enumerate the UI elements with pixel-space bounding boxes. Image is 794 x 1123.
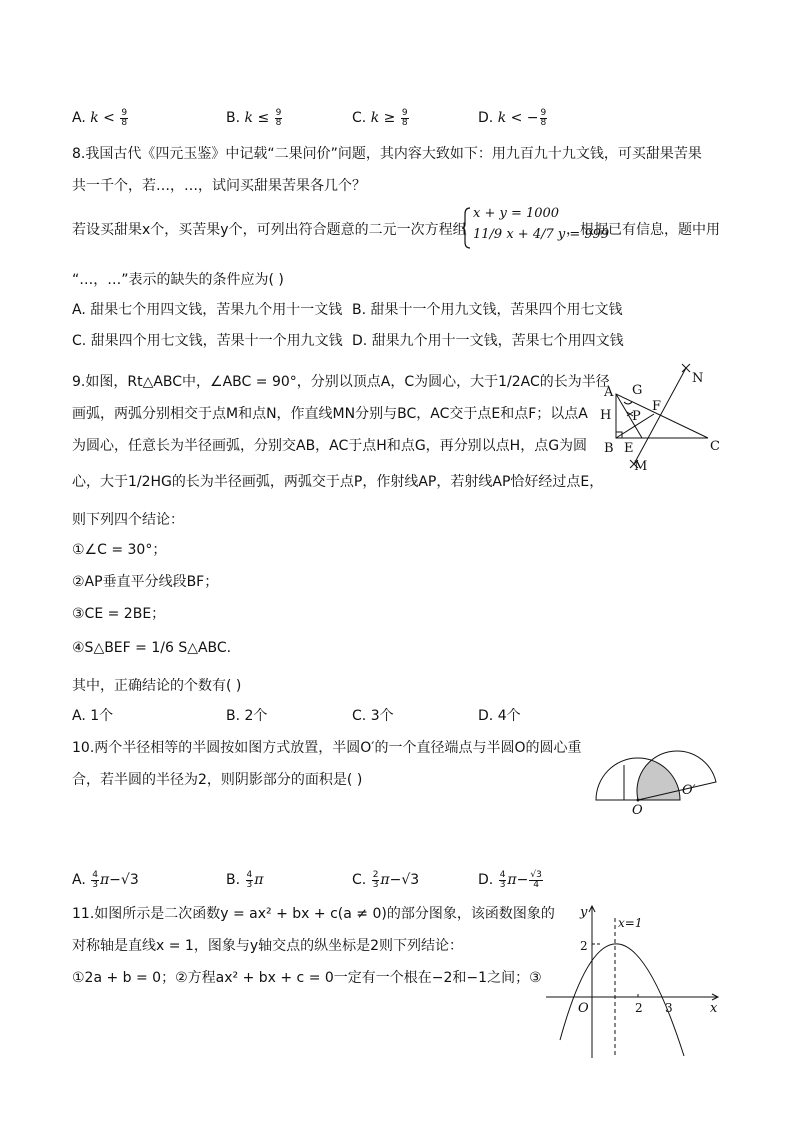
q8-system-brace [462, 206, 472, 250]
q10-option-d: D. $\frac{4}{3}$ π− $\frac{√3}{4}$ [478, 869, 542, 890]
q8-option-a: A. 甜果七个用四文钱，苦果九个用十一文钱 [72, 302, 343, 318]
q8-line-1: 8.我国古代《四元玉鉴》中记载“二果问价”问题，其内容大致如下：用九百九十九文钱，可买甜果苦果 [72, 146, 702, 162]
q11-line-2: 对称轴是直线x = 1，图象与y轴交点的纵坐标是2则下列结论： [72, 938, 464, 954]
q7-option-c: C. k ≥ $\frac{9}{8}$ [352, 107, 408, 128]
q9-label-h: H [600, 408, 612, 423]
q11-label-o: O [578, 1001, 589, 1016]
q9-question: 其中，正确结论的个数有( ) [72, 678, 242, 694]
q9-triangle [616, 394, 708, 438]
q11-label-x: x [710, 1001, 718, 1016]
q9-triangle-figure [596, 362, 736, 477]
q9-option-a: A. 1个 [72, 708, 114, 724]
q11-parabola-figure [540, 900, 730, 1060]
q8-line-3-suffix: ，根据已有信息，题中用 [566, 222, 720, 238]
q9-line-5: 则下列四个结论： [72, 512, 184, 528]
q9-conclusion-4: ④S△BEF = 1/6 S△ABC. [72, 640, 232, 656]
q9-label-c: C [710, 439, 720, 454]
q11-label-two-y: 2 [580, 939, 588, 953]
q10-line-1: 10.两个半径相等的半圆按如图方式放置，半圆O′的一个直径端点与半圆O的圆心重 [72, 740, 582, 756]
q8-line-4: “…，…”表示的缺失的条件应为( ) [72, 272, 284, 288]
q8-line-2: 共一千个，若…，…，试问买甜果苦果各几个？ [72, 178, 366, 194]
q10-option-b: B. $\frac{4}{3}$ π [226, 869, 264, 890]
q9-label-b: B [604, 441, 614, 456]
q9-option-b: B. 2个 [226, 708, 268, 724]
q9-label-n: N [692, 371, 704, 386]
q7-option-d: D. k < − $\frac{9}{8}$ [478, 107, 547, 128]
q9-label-a: A [604, 385, 614, 400]
q10-line-2: 合，若半圆的半径为2，则阴影部分的面积是( ) [72, 772, 363, 788]
q9-label-g: G [632, 383, 643, 398]
q8-equation-2: 11/9 x + 4/7 y = 999 [473, 227, 610, 242]
q8-option-b: B. 甜果十一个用九文钱，苦果四个用七文钱 [352, 302, 623, 318]
q9-line-4: 心，大于1/2HG的长为半径画弧，两弧交于点P，作射线AP，若射线AP恰好经过点E， [72, 474, 604, 490]
q9-option-d: D. 4个 [478, 708, 521, 724]
q9-conclusion-3: ③CE = 2BE； [72, 606, 166, 622]
q10-label-o: O [632, 803, 643, 818]
q11-label-two-x: 2 [635, 1001, 643, 1015]
q9-label-f: F [652, 399, 662, 414]
q11-line-1: 11.如图所示是二次函数y = ax² + bx + c(a ≠ 0)的部分图象，该函数图象的 [72, 906, 555, 922]
q10-semicircle-figure [588, 730, 728, 818]
q8-equation-1: x + y = 1000 [473, 206, 560, 221]
q8-option-d: D. 甜果九个用十一文钱，苦果七个用四文钱 [352, 333, 624, 349]
q9-conclusion-2: ②AP垂直平分线段BF； [72, 574, 219, 590]
q11-label-axis: x=1 [618, 916, 643, 930]
q9-label-e: E [624, 441, 634, 456]
q8-option-c: C. 甜果四个用七文钱，苦果十一个用九文钱 [72, 333, 343, 349]
q11-parabola-curve [560, 944, 684, 1056]
q10-option-a: A. $\frac{4}{3}$ π−√3 [72, 869, 139, 890]
q11-label-y: y [580, 905, 588, 920]
q9-line-3: 为圆心，任意长为半径画弧，分别交AB，AC于点H和点G，再分别以点H，点G为圆 [72, 438, 588, 454]
q9-label-m: M [634, 459, 648, 474]
q9-conclusion-1: ①∠C = 30°； [72, 542, 167, 558]
q10-option-c: C. $\frac{2}{3}$ π−√3 [352, 869, 420, 890]
q9-option-c: C. 3个 [352, 708, 394, 724]
q7-option-a: A. k < $\frac{9}{8}$ [72, 107, 128, 128]
q10-label-o-prime: O′ [682, 783, 696, 798]
q7-option-b: B. k ≤ $\frac{9}{8}$ [226, 107, 282, 128]
q11-label-three: 3 [665, 1001, 673, 1015]
q8-line-3-prefix: 若设买甜果x个，买苦果y个，可列出符合题意的二元一次方程组 [72, 222, 467, 238]
q9-line-2: 画弧，两弧分别相交于点M和点N，作直线MN分别与BC，AC交于点E和点F；以点A [72, 406, 588, 422]
q9-label-p: P [632, 409, 641, 424]
q9-line-1: 9.如图，Rt△ABC中，∠ABC = 90°，分别以顶点A，C为圆心，大于1/2AC的长为半径 [72, 374, 610, 390]
q11-line-3: ①2a + b = 0；②方程ax² + bx + c = 0一定有一个根在−2和−1之间；③ [72, 970, 542, 986]
